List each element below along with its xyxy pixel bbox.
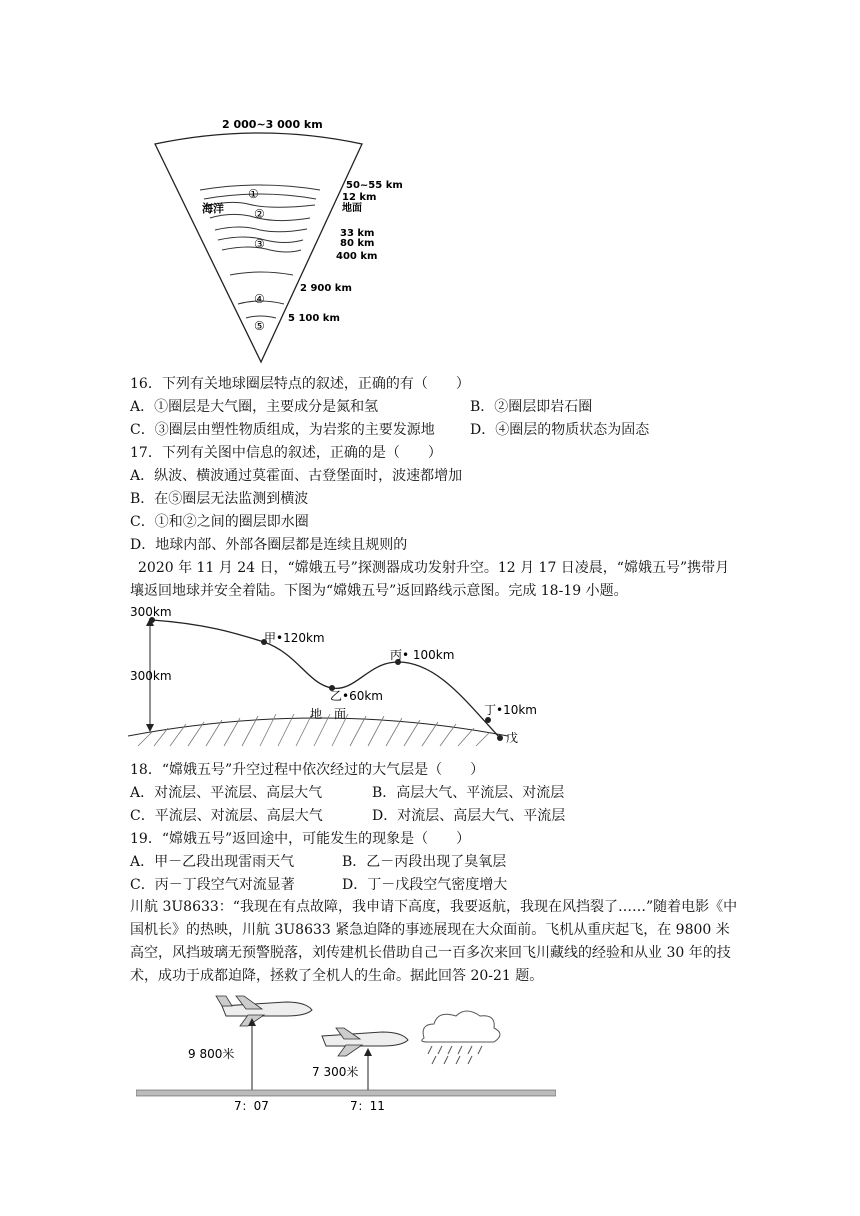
ground-label: 地面 <box>342 203 362 214</box>
return-route-diagram <box>128 604 540 750</box>
q19-option-b: B．乙－丙段出现了臭氧层 <box>342 854 507 870</box>
q18-option-d: D．对流层、高层大气、平流层 <box>372 808 566 824</box>
earth-layers-diagram <box>150 112 410 367</box>
q16-option-c: C．③圈层由塑性物质组成，为岩浆的主要发源地 <box>130 422 435 438</box>
ground-label: 地 面 <box>310 707 347 721</box>
layer-marker-1: ① <box>248 187 259 201</box>
q19-stem: 19．“嫦娥五号”返回途中，可能发生的现象是（ ） <box>130 831 471 847</box>
depth-label-50-55: 50~55 km <box>346 180 403 191</box>
airplane-icon-high <box>222 1002 312 1016</box>
point-ding <box>485 717 491 723</box>
q19-option-d: D．丁－戊段空气密度增大 <box>342 877 508 893</box>
point-wu <box>497 735 503 741</box>
q18-option-c: C．平流层、对流层、高层大气 <box>130 808 323 824</box>
time-label-711: 7：11 <box>350 1099 385 1112</box>
depth-label-400: 400 km <box>336 251 378 262</box>
depth-label-5100: 5 100 km <box>288 313 340 324</box>
layer-marker-5: ⑤ <box>254 319 265 333</box>
bing-label: 丙• 100km <box>390 648 455 662</box>
altitude-label-7300: 7 300米 <box>312 1065 359 1079</box>
q16-option-b: B．②圈层即岩石圈 <box>470 399 593 415</box>
jia-label: 甲•120km <box>264 631 325 645</box>
time-label-707: 7：07 <box>234 1099 269 1112</box>
q19-option-a: A．甲－乙段出现雷雨天气 <box>130 854 295 870</box>
wu-label: 戊 <box>506 731 519 745</box>
intro-18-19: 2020 年 11 月 24 日，“嫦娥五号”探测器成功发射升空。12 月 17 日凌晨，“嫦娥五号”携带月壤返回地球并安全着陆。下图为“嫦娥五号”返回路线示意图。完成 18-19 小题。 <box>130 560 730 599</box>
ding-label: 丁•10km <box>484 703 537 717</box>
layer-marker-3: ③ <box>254 237 265 251</box>
intro-20-21: 川航 3U8633：“我现在有点故障，我申请下高度，我要返航，我现在风挡裂了……”随着电影《中国机长》的热映，川航 3U8633 紧急迫降的事迹展现在大众面前。飞机从重庆起飞，在 9800 米高空，风挡玻璃无预警脱落，刘传建机长借助自己一百多次来回飞川藏线的经验和从业 30 年的技术，成功于成都迫降，拯救了全机人的生命。据此回答 20-21 题。 <box>130 899 738 984</box>
layer-marker-2: ② <box>254 207 265 221</box>
q19-option-c: C．丙－丁段空气对流显著 <box>130 877 295 893</box>
q16-option-d: D．④圈层的物质状态为固态 <box>470 422 650 438</box>
altitude-label-9800: 9 800米 <box>188 1047 235 1061</box>
top-altitude-label: 300km <box>130 605 172 619</box>
cloud-icon <box>422 1011 500 1042</box>
q17-option-a: A．纵波、横波通过莫霍面、古登堡面时，波速都增加 <box>130 468 463 484</box>
top-distance-label: 2 000~3 000 km <box>222 118 323 131</box>
depth-label-33: 33 km <box>340 228 375 239</box>
yi-label: 乙•60km <box>330 689 383 703</box>
q18-stem: 18．“嫦娥五号”升空过程中依次经过的大气层是（ ） <box>130 762 485 778</box>
depth-label-80: 80 km <box>340 238 375 249</box>
q17-option-c: C．①和②之间的圈层即水圈 <box>130 514 309 530</box>
q18-option-a: A．对流层、平流层、高层大气 <box>130 785 323 801</box>
depth-label-12: 12 km <box>342 192 377 203</box>
q18-option-b: B．高层大气、平流层、对流层 <box>372 785 565 801</box>
airplane-icon-low <box>322 1032 408 1046</box>
side-altitude-label: 300km <box>130 669 172 683</box>
q16-stem: 16．下列有关地球圈层特点的叙述，正确的有（ ） <box>130 376 470 392</box>
layer-marker-4: ④ <box>254 292 265 306</box>
aircraft-altitude-diagram <box>136 990 556 1112</box>
q17-option-b: B．在⑤圈层无法监测到横波 <box>130 491 309 507</box>
q16-option-a: A．①圈层是大气圈，主要成分是氮和氢 <box>130 399 379 415</box>
depth-label-2900: 2 900 km <box>300 283 352 294</box>
ground-strip <box>136 1090 556 1096</box>
rain-icon <box>428 1046 482 1064</box>
ocean-label: 海洋 <box>202 202 224 215</box>
q17-option-d: D．地球内部、外部各圈层都是连续且规则的 <box>130 537 408 553</box>
q17-stem: 17．下列有关图中信息的叙述，正确的是（ ） <box>130 445 442 461</box>
